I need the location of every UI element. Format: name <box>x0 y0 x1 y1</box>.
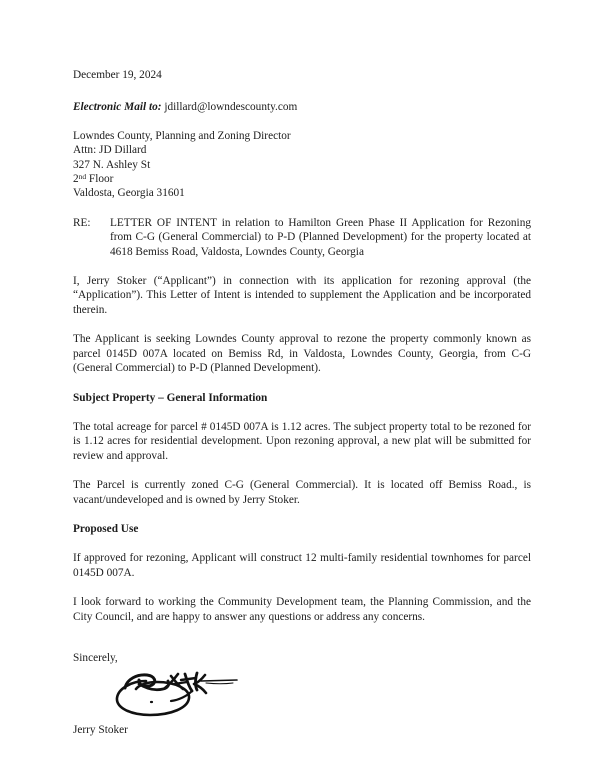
spacer <box>73 507 531 522</box>
spacer <box>73 376 531 391</box>
paragraph-rezone-request: The Applicant is seeking Lowndes County approval to rezone the property commonly known as parcel 0145D 007A located on Bemiss Rd, in Valdosta, Lowndes County, Georgia, from C-G (General Commercial) to P-D (Planned Development). <box>73 333 531 375</box>
heading-subject-property: Subject Property – General Information <box>73 391 268 404</box>
handwritten-signature-icon <box>113 667 243 719</box>
recipient-attn: Attn: JD Dillard <box>73 144 147 157</box>
signer-name: Jerry Stoker <box>73 724 128 737</box>
recipient-floor-ordinal: nd <box>78 171 87 181</box>
re-block <box>73 216 531 259</box>
heading-proposed-use: Proposed Use <box>73 522 139 535</box>
recipient-floor-number: 2 <box>73 173 79 186</box>
delivery-method-label: Electronic Mail to: <box>73 101 162 114</box>
spacer <box>73 536 531 551</box>
spacer <box>73 201 531 216</box>
spacer <box>73 317 531 332</box>
spacer <box>73 115 531 129</box>
closing-salutation: Sincerely, <box>73 651 118 664</box>
re-body: LETTER OF INTENT in relation to Hamilton Green Phase II Application for Rezoning from C-G (General Commercial) to P-D (Planned Development) for the property located at 4618 Bemiss Road, Valdosta, Lowndes County, Georgia <box>110 216 531 258</box>
paragraph-intro: I, Jerry Stoker (“Applicant”) in connection with its application for rezoning approval (the “Application”). This Letter of Intent is intended to supplement the Application and be incorporated therein. <box>73 275 531 316</box>
recipient-city-state-zip: Valdosta, Georgia 31601 <box>73 187 185 200</box>
spacer <box>73 259 531 274</box>
letter-body <box>73 68 531 738</box>
spacer <box>73 405 531 420</box>
paragraph-acreage: The total acreage for parcel # 0145D 007A is 1.12 acres. The subject property total to be rezoned for is 1.12 acres for residential development. Upon rezoning approval, a new plat will be submitted for review and approval. <box>73 420 531 462</box>
recipient-floor <box>73 172 531 186</box>
paragraph-current-zoning: The Parcel is currently zoned C-G (General Commercial). It is located off Bemiss Road., is vacant/undeveloped and is owned by Jerry Stoker. <box>73 479 531 506</box>
spacer <box>73 463 531 478</box>
spacer <box>73 82 531 100</box>
paragraph-proposed-use: If approved for rezoning, Applicant will construct 12 multi-family residential townhomes for parcel 0145D 007A. <box>73 552 531 579</box>
re-label: RE: <box>73 216 91 229</box>
paragraph-closing-remarks: I look forward to working the Community Development team, the Planning Commission, and the City Council, and are happy to answer any questions or address any concerns. <box>73 596 531 623</box>
recipient-email: jdillard@lowndescounty.com <box>164 101 298 114</box>
spacer <box>73 580 531 595</box>
recipient-street: 327 N. Ashley St <box>73 158 151 171</box>
delivery-method-line <box>73 100 531 114</box>
signature-area <box>73 665 313 723</box>
letter-date: December 19, 2024 <box>73 69 162 81</box>
recipient-floor-rest: Floor <box>86 173 114 186</box>
recipient-address-block <box>73 129 531 201</box>
spacer <box>73 624 531 651</box>
recipient-org: Lowndes County, Planning and Zoning Director <box>73 129 291 142</box>
